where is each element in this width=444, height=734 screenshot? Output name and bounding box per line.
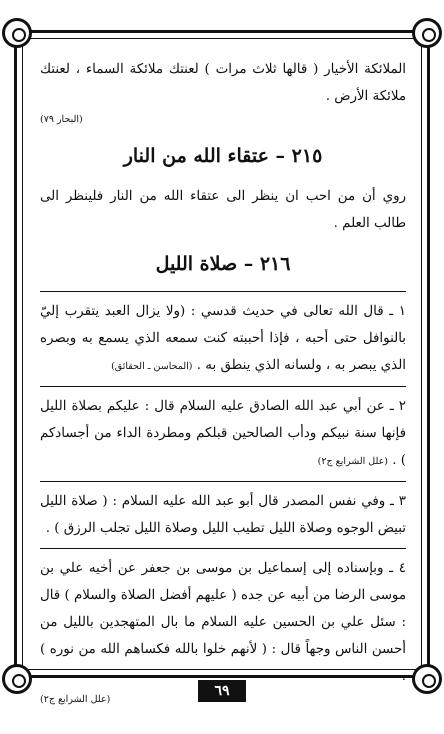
- hadith-3-text: ٣ ـ وفي نفس المصدر قال أبو عبد الله عليه السلام : ( صلاة الليل تبيض الوجوه وصلاة الليل تطيب الليل وصلاة الليل تجلب الرزق ) .: [40, 494, 406, 536]
- divider: [40, 291, 406, 292]
- section-215-title: ٢١٥ – عتقاء الله من النار: [123, 145, 323, 167]
- section-216-title: ٢١٦ – صلاة الليل: [155, 253, 291, 275]
- page-number: ٦٩: [198, 680, 246, 702]
- hadith-3: [40, 488, 406, 542]
- hadith-4-text: ٤ ـ وبإسناده إلى إسماعيل بن موسى بن جعفر عن أخيه علي بن موسى الرضا من أبيه عن جده ( عليهم أفضل الصلاة والسلام ) قال : سئل علي بن الحسين عليه السلام ما بال المتهجدين بالليل من أحسن الناس وجهاً قال : ( لأنهم خلوا بالله فكساهم الله من نوره ) .: [40, 561, 406, 684]
- corner-ornament-icon: [2, 664, 32, 694]
- corner-ornament-icon: [412, 664, 442, 694]
- hadith-1-text: ١ ـ قال الله تعالى في حديث قدسي : (ولا يزال العبد يتقرب إليّ بالنوافل حتى أحبه ، فإذا أحببته كنت سمعه الذي يسمع به وبصره الذي يبصر به ، ولسانه الذي ينطق به .: [40, 304, 406, 373]
- intro-source: (البحار ٧٩): [40, 114, 83, 125]
- divider: [40, 481, 406, 482]
- hadith-2-source: (علل الشرايع ج٢): [317, 456, 388, 467]
- intro-text: الملائكة الأخيار ( قالها ثلاث مرات ) لعنتك ملائكة السماء ، لعنتك ملائكة الأرض .: [40, 62, 406, 104]
- hadith-1-source: (المحاسن ـ الحقائق): [111, 361, 193, 372]
- intro-paragraph: [40, 56, 406, 110]
- divider: [40, 386, 406, 387]
- hadith-2: [40, 393, 406, 475]
- hadith-4-source: (علل الشرايع ج٢): [40, 694, 111, 705]
- hadith-2-text: ٢ ـ عن أبي عبد الله الصادق عليه السلام قال : عليكم بصلاة الليل فإنها سنة نبيكم ودأب الصالحين قبلكم ومطردة الداء من أجسادكم ) .: [40, 399, 406, 468]
- corner-ornament-icon: [412, 18, 442, 48]
- hadith-4: [40, 555, 406, 690]
- hadith-1: [40, 298, 406, 380]
- corner-ornament-icon: [2, 18, 32, 48]
- section-215-text: روي أن من احب ان ينظر الى عتقاء الله من النار فلينظر الى طالب العلم .: [40, 189, 406, 231]
- divider: [40, 548, 406, 549]
- intro-source-line: [40, 110, 406, 129]
